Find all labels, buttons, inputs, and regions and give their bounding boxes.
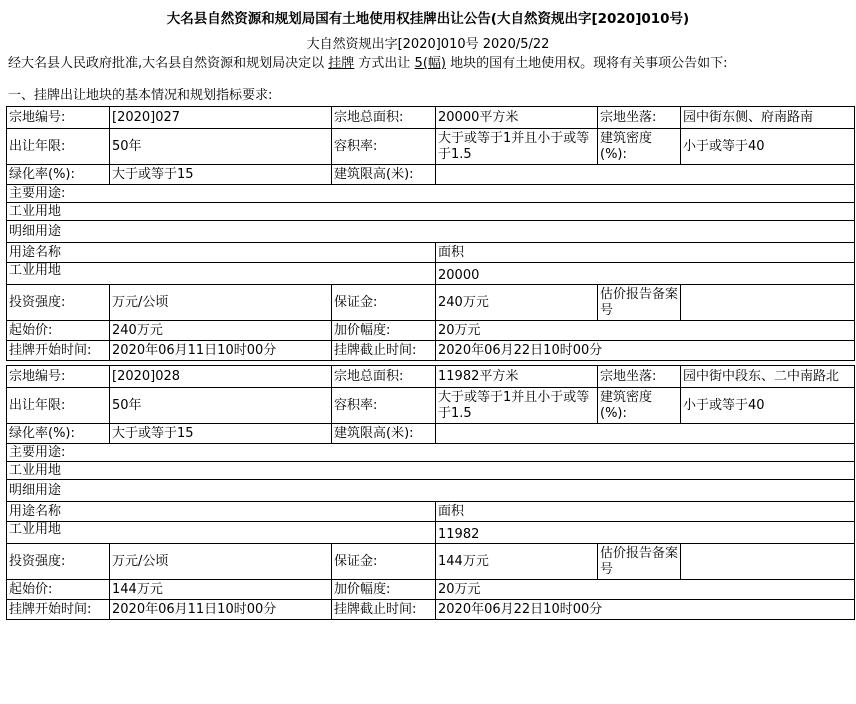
label-investment: 投资强度: (7, 285, 110, 321)
value-term: 50年 (110, 129, 332, 165)
label-use-name: 用途名称 (7, 243, 436, 263)
value-increment: 20万元 (436, 580, 855, 600)
value-listing-start: 2020年06月11日10时00分 (110, 341, 332, 361)
value-plot-ratio: 大于或等于1并且小于或等于1.5 (436, 129, 598, 165)
label-increment: 加价幅度: (332, 580, 436, 600)
value-listing-end: 2020年06月22日10时00分 (436, 341, 855, 361)
label-height-limit: 建筑限高(米): (332, 424, 436, 444)
value-total-area: 20000平方米 (436, 107, 598, 129)
notice-title: 大名县自然资源和规划局国有土地使用权挂牌出让公告(大自然资规出字[2020]010号) (166, 11, 690, 27)
value-deposit: 144万元 (436, 544, 598, 580)
label-start-price: 起始价: (7, 580, 110, 600)
value-listing-start: 2020年06月11日10时00分 (110, 600, 332, 620)
label-green-rate: 绿化率(%): (7, 165, 110, 185)
label-area: 面积 (436, 502, 855, 522)
label-appraisal: 估价报告备案号 (598, 544, 681, 580)
value-appraisal (681, 544, 855, 580)
label-increment: 加价幅度: (332, 321, 436, 341)
value-listing-end: 2020年06月22日10时00分 (436, 600, 855, 620)
label-plot-ratio: 容积率: (332, 129, 436, 165)
label-term: 出让年限: (7, 129, 110, 165)
label-investment: 投资强度: (7, 544, 110, 580)
value-deposit: 240万元 (436, 285, 598, 321)
value-parcel-no: [2020]028 (110, 366, 332, 388)
label-building-density: 建筑密度(%): (598, 388, 681, 424)
value-building-density: 小于或等于40 (681, 388, 855, 424)
value-height-limit (436, 165, 855, 185)
label-deposit: 保证金: (332, 544, 436, 580)
label-main-use: 主要用途: (7, 185, 855, 203)
value-main-use: 工业用地 (7, 203, 855, 221)
value-investment: 万元/公顷 (110, 285, 332, 321)
section-heading: 一、挂牌出让地块的基本情况和规划指标要求: (8, 88, 273, 103)
label-deposit: 保证金: (332, 285, 436, 321)
label-listing-end: 挂牌截止时间: (332, 341, 436, 361)
parcel-table (6, 106, 855, 361)
intro-paragraph (0, 54, 856, 74)
value-plot-ratio: 大于或等于1并且小于或等于1.5 (436, 388, 598, 424)
label-parcel-no: 宗地编号: (7, 366, 110, 388)
label-location: 宗地坐落: (598, 107, 681, 129)
intro-method: 挂牌 (328, 56, 355, 71)
label-green-rate: 绿化率(%): (7, 424, 110, 444)
intro-prefix: 经大名县人民政府批准,大名县自然资源和规划局决定以 (8, 56, 329, 71)
value-term: 50年 (110, 388, 332, 424)
label-main-use: 主要用途: (7, 444, 855, 462)
value-use-name: 工业用地 (7, 263, 436, 285)
label-appraisal: 估价报告备案号 (598, 285, 681, 321)
value-green-rate: 大于或等于15 (110, 424, 332, 444)
value-increment: 20万元 (436, 321, 855, 341)
label-total-area: 宗地总面积: (332, 107, 436, 129)
label-total-area: 宗地总面积: (332, 366, 436, 388)
label-location: 宗地坐落: (598, 366, 681, 388)
label-parcel-no: 宗地编号: (7, 107, 110, 129)
label-term: 出让年限: (7, 388, 110, 424)
label-detail-use: 明细用途 (7, 480, 855, 502)
label-detail-use: 明细用途 (7, 221, 855, 243)
label-plot-ratio: 容积率: (332, 388, 436, 424)
value-start-price: 144万元 (110, 580, 332, 600)
value-location: 园中街中段东、二中南路北 (681, 366, 855, 388)
value-parcel-no: [2020]027 (110, 107, 332, 129)
label-listing-start: 挂牌开始时间: (7, 600, 110, 620)
value-appraisal (681, 285, 855, 321)
value-green-rate: 大于或等于15 (110, 165, 332, 185)
label-listing-start: 挂牌开始时间: (7, 341, 110, 361)
intro-count: 5(幅) (414, 56, 446, 71)
label-building-density: 建筑密度(%): (598, 129, 681, 165)
value-building-density: 小于或等于40 (681, 129, 855, 165)
notice-subtitle: 大自然资规出字[2020]010号 2020/5/22 (306, 37, 550, 52)
value-main-use: 工业用地 (7, 462, 855, 480)
value-total-area: 11982平方米 (436, 366, 598, 388)
value-use-area: 11982 (436, 522, 855, 544)
value-location: 园中街东侧、府南路南 (681, 107, 855, 129)
label-height-limit: 建筑限高(米): (332, 165, 436, 185)
value-use-area: 20000 (436, 263, 855, 285)
value-use-name: 工业用地 (7, 522, 436, 544)
value-start-price: 240万元 (110, 321, 332, 341)
label-area: 面积 (436, 243, 855, 263)
intro-middle: 方式出让 (354, 56, 415, 71)
value-investment: 万元/公顷 (110, 544, 332, 580)
parcel-table (6, 365, 855, 620)
parcel-tables (0, 106, 856, 620)
label-use-name: 用途名称 (7, 502, 436, 522)
label-listing-end: 挂牌截止时间: (332, 600, 436, 620)
intro-suffix: 地块的国有土地使用权。现将有关事项公告如下: (445, 56, 728, 71)
value-height-limit (436, 424, 855, 444)
label-start-price: 起始价: (7, 321, 110, 341)
